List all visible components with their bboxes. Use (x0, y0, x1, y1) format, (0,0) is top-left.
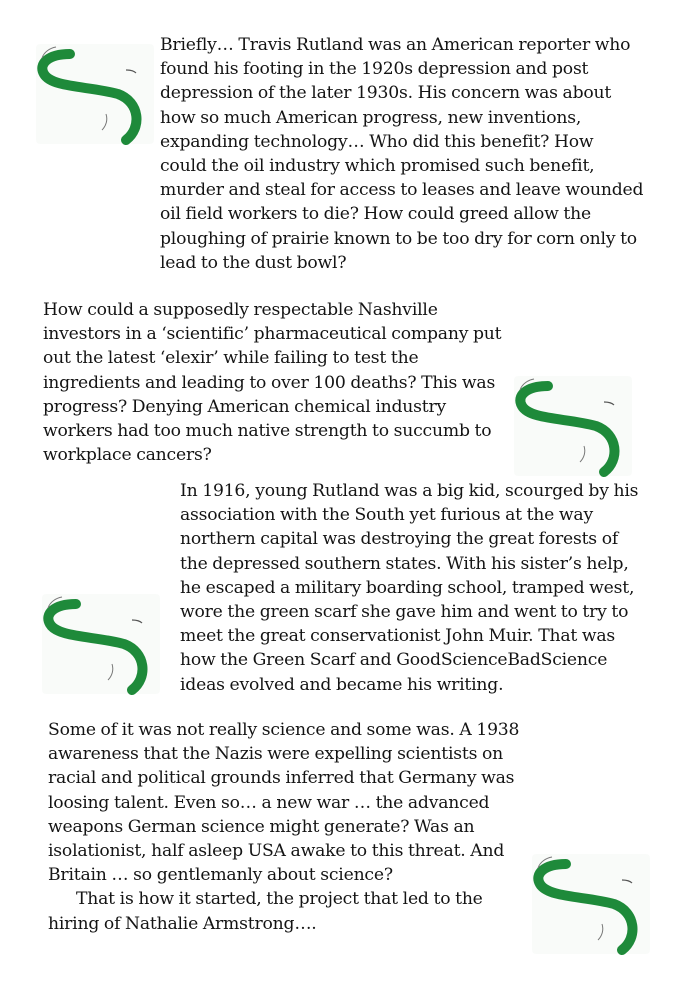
text-line-content: That is how it started, the project that led to the (76, 889, 483, 910)
text-line: he escaped a military boarding school, tramped west, (180, 577, 635, 598)
text-line: found his footing in the 1920s depression and post (160, 59, 589, 80)
text-line: could the oil industry which promised such benefit, (160, 156, 595, 177)
text-line: northern capital was destroying the great forests of (180, 529, 619, 550)
text-line: awareness that the Nazis were expelling scientists on (48, 744, 503, 765)
text-line: isolationist, half asleep USA awake to this threat. And (48, 841, 505, 862)
text-line: In 1916, young Rutland was a big kid, scourged by his (180, 481, 639, 501)
green-scarf-swirl-icon (508, 368, 638, 488)
green-scarf-swirl-icon (36, 586, 166, 706)
text-line-indented (48, 887, 519, 911)
text-line: racial and political grounds inferred that Germany was (48, 768, 515, 789)
text-line: ploughing of prairie known to be too dry for corn only to (160, 228, 637, 249)
text-line: ingredients and leading to over 100 deaths? This was (43, 372, 496, 393)
text-line: progress? Denying American chemical industry (43, 396, 447, 417)
green-swirl-ornament (30, 36, 160, 156)
text-line: murder and steal for access to leases and leave wounded (160, 180, 644, 201)
green-swirl-ornament (508, 368, 638, 488)
text-line: loosing talent. Even so… a new war … the advanced (48, 792, 490, 813)
text-line: workplace cancers? (43, 445, 212, 466)
green-swirl-ornament (526, 846, 656, 966)
text-line: How could a supposedly respectable Nashville (43, 300, 438, 320)
text-line: weapons German science might generate? Was an (48, 816, 475, 837)
text-line: Briefly… Travis Rutland was an American reporter who (160, 35, 631, 55)
text-line: lead to the dust bowl? (160, 252, 347, 273)
paragraph-1916 (180, 479, 638, 697)
text-line: out the latest ‘elexir’ while failing to test the (43, 348, 419, 369)
text-line: oil field workers to die? How could greed allow the (160, 204, 591, 225)
paragraph-science (48, 718, 519, 936)
text-line: hiring of Nathalie Armstrong…. (48, 913, 317, 934)
text-line: ideas evolved and became his writing. (180, 674, 504, 695)
text-line: investors in a ‘scientific’ pharmaceutical company put (43, 324, 502, 345)
paragraph-nashville (43, 298, 501, 467)
text-line: Some of it was not really science and some was. A 1938 (48, 720, 520, 740)
paragraph-intro (160, 33, 643, 275)
text-line: how so much American progress, new inventions, (160, 107, 582, 128)
green-scarf-swirl-icon (30, 36, 160, 156)
green-swirl-ornament (36, 586, 166, 706)
text-line: wore the green scarf she gave him and went to try to (180, 602, 629, 623)
text-line: meet the great conservationist John Muir. That was (180, 626, 616, 647)
text-line: association with the South yet furious at the way (180, 505, 593, 526)
text-line: expanding technology… Who did this benefit? How (160, 131, 594, 152)
text-line: the depressed southern states. With his sister’s help, (180, 553, 629, 574)
text-line: how the Green Scarf and GoodScienceBadScience (180, 650, 608, 671)
text-line: Britain … so gentlemanly about science? (48, 865, 393, 886)
green-scarf-swirl-icon (526, 846, 656, 966)
text-line: depression of the later 1930s. His concern was about (160, 83, 612, 104)
text-line: workers had too much native strength to succumb to (43, 421, 492, 442)
